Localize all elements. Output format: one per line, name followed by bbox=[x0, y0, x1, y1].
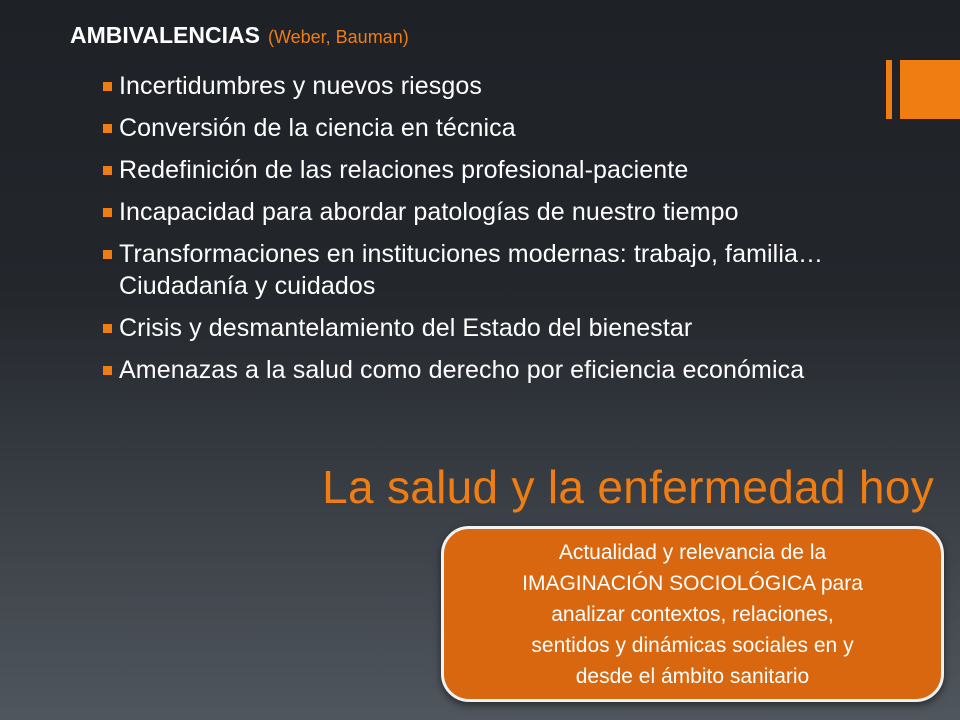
bullet-square-icon bbox=[103, 208, 112, 217]
list-item: Incapacidad para abordar patologías de nuestro tiempo bbox=[100, 196, 920, 228]
section-heading bbox=[70, 22, 409, 49]
heading-authors: (Weber, Bauman) bbox=[267, 27, 409, 47]
list-item: Incertidumbres y nuevos riesgos bbox=[100, 70, 920, 102]
bullet-square-icon bbox=[103, 366, 112, 375]
callout-box bbox=[441, 526, 944, 702]
list-item: Crisis y desmantelamiento del Estado del bienestar bbox=[100, 312, 920, 344]
decorative-bar-thin bbox=[886, 60, 892, 119]
list-item: Amenazas a la salud como derecho por eficiencia económica bbox=[100, 354, 920, 386]
bullet-square-icon bbox=[103, 124, 112, 133]
list-item: Redefinición de las relaciones profesional-paciente bbox=[100, 154, 920, 186]
list-item: Conversión de la ciencia en técnica bbox=[100, 112, 920, 144]
slide-title: La salud y la enfermedad hoy bbox=[322, 461, 934, 513]
list-item: Transformaciones en instituciones modernas: trabajo, familia… Ciudadanía y cuidados bbox=[100, 238, 920, 302]
bullet-square-icon bbox=[103, 166, 112, 175]
callout-text: Actualidad y relevancia de la IMAGINACIÓN SOCIOLÓGICA para analizar contextos, relaciones, sentidos y dinámicas sociales en y desde el ámbito sanitario bbox=[522, 540, 863, 688]
bullet-square-icon bbox=[103, 324, 112, 333]
bullet-square-icon bbox=[103, 250, 112, 259]
decorative-bar-thick bbox=[900, 60, 960, 119]
heading-text: AMBIVALENCIAS bbox=[70, 22, 260, 48]
bullet-list bbox=[100, 70, 920, 396]
bullet-square-icon bbox=[103, 82, 112, 91]
